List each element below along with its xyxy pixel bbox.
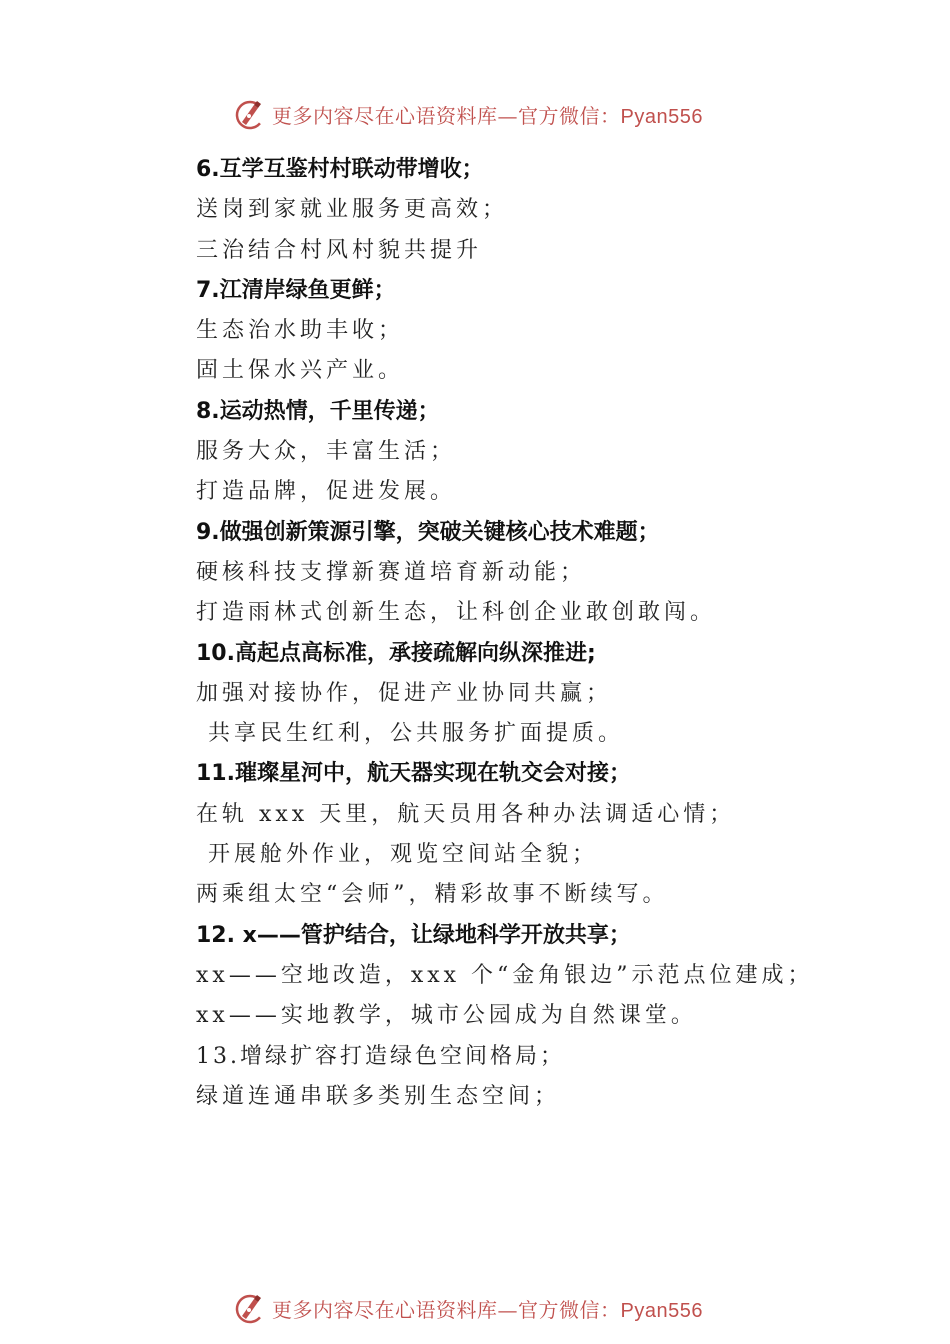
watermark-wechat-id: Pyan556 — [620, 105, 703, 128]
body-line: xx——空地改造，xxx 个“金角银边”示范点位建成； — [196, 962, 814, 988]
body-line: 送岗到家就业服务更高效； — [196, 197, 509, 223]
body-line: 硬核科技支撑新赛道培育新动能； — [196, 559, 587, 585]
section-heading: 13.增绿扩容打造绿色空间格局； — [196, 1043, 565, 1069]
section-heading: 10.高起点高标准，承接疏解向纵深推进; — [196, 640, 596, 666]
pen-nib-logo-icon — [232, 96, 268, 132]
header-watermark — [232, 96, 703, 132]
body-line: xx——实地教学，城市公园成为自然课堂。 — [196, 1003, 697, 1029]
pen-nib-logo-icon — [232, 1290, 268, 1326]
body-line: 服务大众，丰富生活； — [196, 439, 457, 465]
section-heading: 7.江清岸绿鱼更鲜； — [196, 277, 396, 303]
section-heading: 6.互学互鉴村村联动带增收； — [196, 157, 484, 182]
body-line: 绿道连通串联多类别生态空间； — [196, 1083, 561, 1109]
watermark-text: 更多内容尽在心语资料库—官方微信：Pyan556 — [272, 1297, 703, 1322]
body-line: 开展舱外作业，观览空间站全貌； — [208, 842, 599, 868]
body-line: 共享民生红利，公共服务扩面提质。 — [208, 721, 625, 747]
body-line: 三治结合村风村貌共提升 — [196, 237, 483, 263]
body-line: 打造品牌，促进发展。 — [196, 479, 457, 505]
body-line: 两乘组太空“会师”，精彩故事不断续写。 — [196, 882, 669, 908]
section-heading: 8.运动热情，千里传递； — [196, 398, 440, 424]
footer-watermark — [232, 1290, 703, 1326]
body-line: 生态治水助丰收； — [196, 318, 405, 344]
body-line: 固土保水兴产业。 — [196, 358, 405, 384]
body-line: 在轨 xxx 天里，航天员用各种办法调适心情； — [196, 801, 736, 827]
watermark-text: 更多内容尽在心语资料库—官方微信：Pyan556 — [272, 103, 703, 128]
section-heading: 11.璀璨星河中，航天器实现在轨交会对接； — [196, 761, 631, 787]
section-heading: 12. x——管护结合，让绿地科学开放共享； — [196, 922, 631, 948]
section-heading: 9.做强创新策源引擎，突破关键核心技术难题； — [196, 519, 660, 545]
body-line: 加强对接协作，促进产业协同共赢； — [196, 680, 613, 706]
body-line: 打造雨林式创新生态，让科创企业敢创敢闯。 — [196, 600, 717, 626]
watermark-wechat-id: Pyan556 — [620, 1299, 703, 1322]
document-body — [196, 150, 836, 1117]
